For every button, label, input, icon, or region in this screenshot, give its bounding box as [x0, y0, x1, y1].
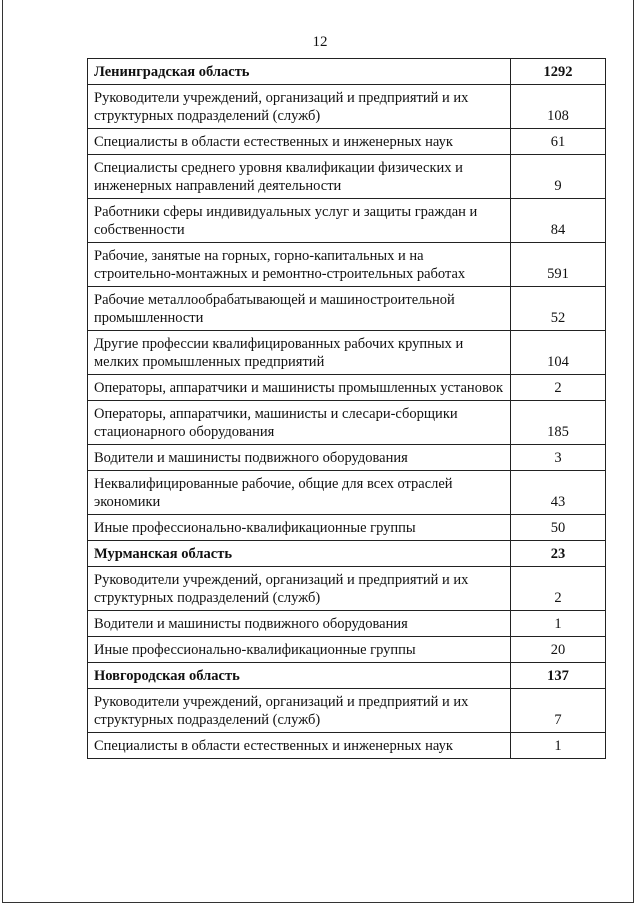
region-total: 1292: [511, 59, 606, 85]
row-value: 2: [511, 375, 606, 401]
row-value: 9: [511, 155, 606, 199]
region-total: 23: [511, 541, 606, 567]
row-label: Операторы, аппаратчики и машинисты промышленных установок: [88, 375, 511, 401]
table-row: [88, 689, 606, 733]
table-row: [88, 515, 606, 541]
row-value: 2: [511, 567, 606, 611]
row-value: 43: [511, 471, 606, 515]
row-label: Руководители учреждений, организаций и предприятий и их структурных подразделений (служб): [88, 85, 511, 129]
row-label: Другие профессии квалифицированных рабочих крупных и мелких промышленных предприятий: [88, 331, 511, 375]
row-label: Специалисты в области естественных и инженерных наук: [88, 733, 511, 759]
table-row: [88, 287, 606, 331]
row-label: Руководители учреждений, организаций и предприятий и их структурных подразделений (служб): [88, 689, 511, 733]
row-value: 20: [511, 637, 606, 663]
row-label: Рабочие, занятые на горных, горно-капитальных и на строительно-монтажных и ремонтно-строительных работах: [88, 243, 511, 287]
row-value: 108: [511, 85, 606, 129]
row-value: 104: [511, 331, 606, 375]
row-value: 591: [511, 243, 606, 287]
region-row: [88, 663, 606, 689]
row-label: Рабочие металлообрабатывающей и машиностроительной промышленности: [88, 287, 511, 331]
region-total: 137: [511, 663, 606, 689]
row-value: 84: [511, 199, 606, 243]
table-row: [88, 567, 606, 611]
table-row: [88, 733, 606, 759]
row-value: 50: [511, 515, 606, 541]
region-row: [88, 59, 606, 85]
row-value: 52: [511, 287, 606, 331]
region-name: Новгородская область: [88, 663, 511, 689]
table-row: [88, 129, 606, 155]
row-label: Водители и машинисты подвижного оборудования: [88, 445, 511, 471]
table-row: [88, 637, 606, 663]
table-row: [88, 243, 606, 287]
table-row: [88, 155, 606, 199]
row-label: Иные профессионально-квалификационные группы: [88, 515, 511, 541]
row-value: 1: [511, 611, 606, 637]
table-row: [88, 471, 606, 515]
row-value: 7: [511, 689, 606, 733]
row-label: Водители и машинисты подвижного оборудования: [88, 611, 511, 637]
row-value: 61: [511, 129, 606, 155]
table-row: [88, 445, 606, 471]
row-label: Специалисты в области естественных и инженерных наук: [88, 129, 511, 155]
region-name: Мурманская область: [88, 541, 511, 567]
row-value: 1: [511, 733, 606, 759]
region-row: [88, 541, 606, 567]
statistics-table: [87, 58, 606, 759]
table-row: [88, 199, 606, 243]
table-row: [88, 85, 606, 129]
row-label: Руководители учреждений, организаций и предприятий и их структурных подразделений (служб): [88, 567, 511, 611]
row-label: Специалисты среднего уровня квалификации физических и инженерных направлений деятельности: [88, 155, 511, 199]
row-label: Операторы, аппаратчики, машинисты и слесари-сборщики стационарного оборудования: [88, 401, 511, 445]
row-label: Работники сферы индивидуальных услуг и защиты граждан и собственности: [88, 199, 511, 243]
row-value: 185: [511, 401, 606, 445]
page-number: 12: [312, 34, 328, 50]
table-row: [88, 611, 606, 637]
row-label: Иные профессионально-квалификационные группы: [88, 637, 511, 663]
table-row: [88, 401, 606, 445]
table-row: [88, 375, 606, 401]
row-label: Неквалифицированные рабочие, общие для всех отраслей экономики: [88, 471, 511, 515]
region-name: Ленинградская область: [88, 59, 511, 85]
row-value: 3: [511, 445, 606, 471]
table-row: [88, 331, 606, 375]
